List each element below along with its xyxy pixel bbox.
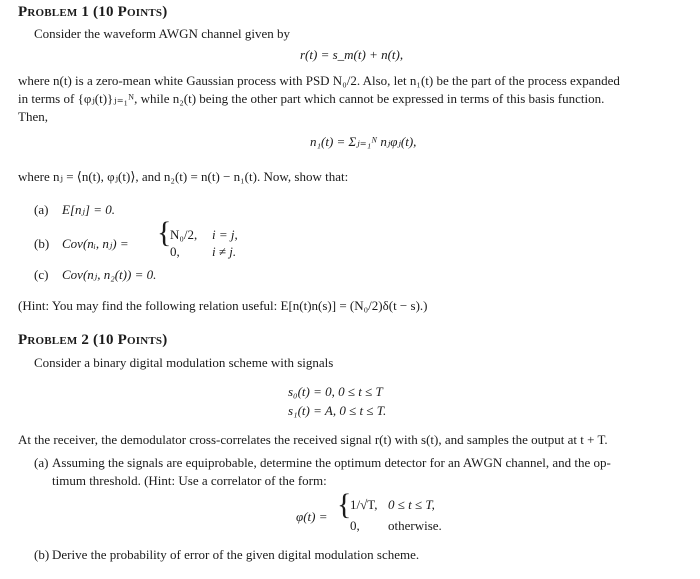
problem2-part-a-label: (a) (34, 455, 49, 470)
problem2-signal-1: s₁(t) = A, 0 ≤ t ≤ T. (288, 403, 387, 418)
problem2-part-a-line2: timum threshold. (Hint: Use a correlator of the form: (52, 473, 327, 488)
problem2-phi-lhs: φ(t) = (296, 509, 328, 524)
problem1-part-b-case1-value: N₀/2, (170, 227, 198, 242)
problem1-channel-equation: r(t) = s_m(t) + n(t), (300, 47, 404, 62)
problem1-part-a-label: (a) (34, 202, 49, 217)
problem1-hint: (Hint: You may find the following relation useful: E[n(t)n(s)] = (N₀/2)δ(t − s).) (18, 298, 428, 313)
problem1-paragraph2: where nⱼ = ⟨n(t), φⱼ(t)⟩, and n₂(t) = n(t) − n₁(t). Now, show that: (18, 169, 349, 184)
problem2-signal-0: s₀(t) = 0, 0 ≤ t ≤ T (288, 384, 383, 399)
problem1-part-b-lhs: Cov(nᵢ, nⱼ) = (62, 236, 129, 251)
problem1-part-a: E[nⱼ] = 0. (62, 202, 116, 217)
problem2-heading: Problem 2 (10 Points) (18, 332, 168, 348)
problem1-part-b-case1-condition: i = j, (212, 227, 238, 242)
problem1-part-b-brace: { (157, 216, 172, 249)
problem1-part-c-label: (c) (34, 267, 49, 282)
problem2-phi-case2-value: 0, (350, 518, 360, 533)
problem1-paragraph1-line3: Then, (18, 109, 48, 124)
problem1-part-c: Cov(nⱼ, n₂(t)) = 0. (62, 267, 157, 282)
problem2-part-b-label: (b) (34, 547, 50, 562)
problem1-part-b-case2-condition: i ≠ j. (212, 244, 237, 259)
problem2-phi-case1-condition: 0 ≤ t ≤ T, (388, 497, 435, 512)
problem1-paragraph1-line1: where n(t) is a zero-mean white Gaussian process with PSD N₀/2. Also, let n₁(t) be the part of the process expanded (18, 73, 620, 88)
problem2-paragraph1: At the receiver, the demodulator cross-correlates the received signal r(t) with s(t), and samples the output at t + T. (18, 432, 608, 447)
problem1-expansion-equation: n₁(t) = Σⱼ₌₁ᴺ nⱼφⱼ(t), (310, 134, 417, 149)
problem2-phi-case2-condition: otherwise. (388, 518, 442, 533)
problem1-part-b-label: (b) (34, 236, 50, 251)
problem2-phi-case1-value: 1/√T, (350, 497, 378, 512)
problem1-heading: Problem 1 (10 Points) (18, 4, 168, 20)
problem1-part-b-case2-value: 0, (170, 244, 180, 259)
problem2-part-a-line1: Assuming the signals are equiprobable, determine the optimum detector for an AWGN channel, and the op- (52, 455, 611, 470)
problem2-phi-brace: { (337, 488, 352, 521)
problem1-intro: Consider the waveform AWGN channel given by (34, 26, 291, 41)
problem2-intro: Consider a binary digital modulation scheme with signals (34, 355, 334, 370)
problem2-part-b: Derive the probability of error of the given digital modulation scheme. (52, 547, 420, 562)
problem1-paragraph1-line2: in terms of {φⱼ(t)}ⱼ₌₁ᴺ, while n₂(t) being the other part which cannot be expressed in terms of this basis function. (18, 91, 605, 106)
